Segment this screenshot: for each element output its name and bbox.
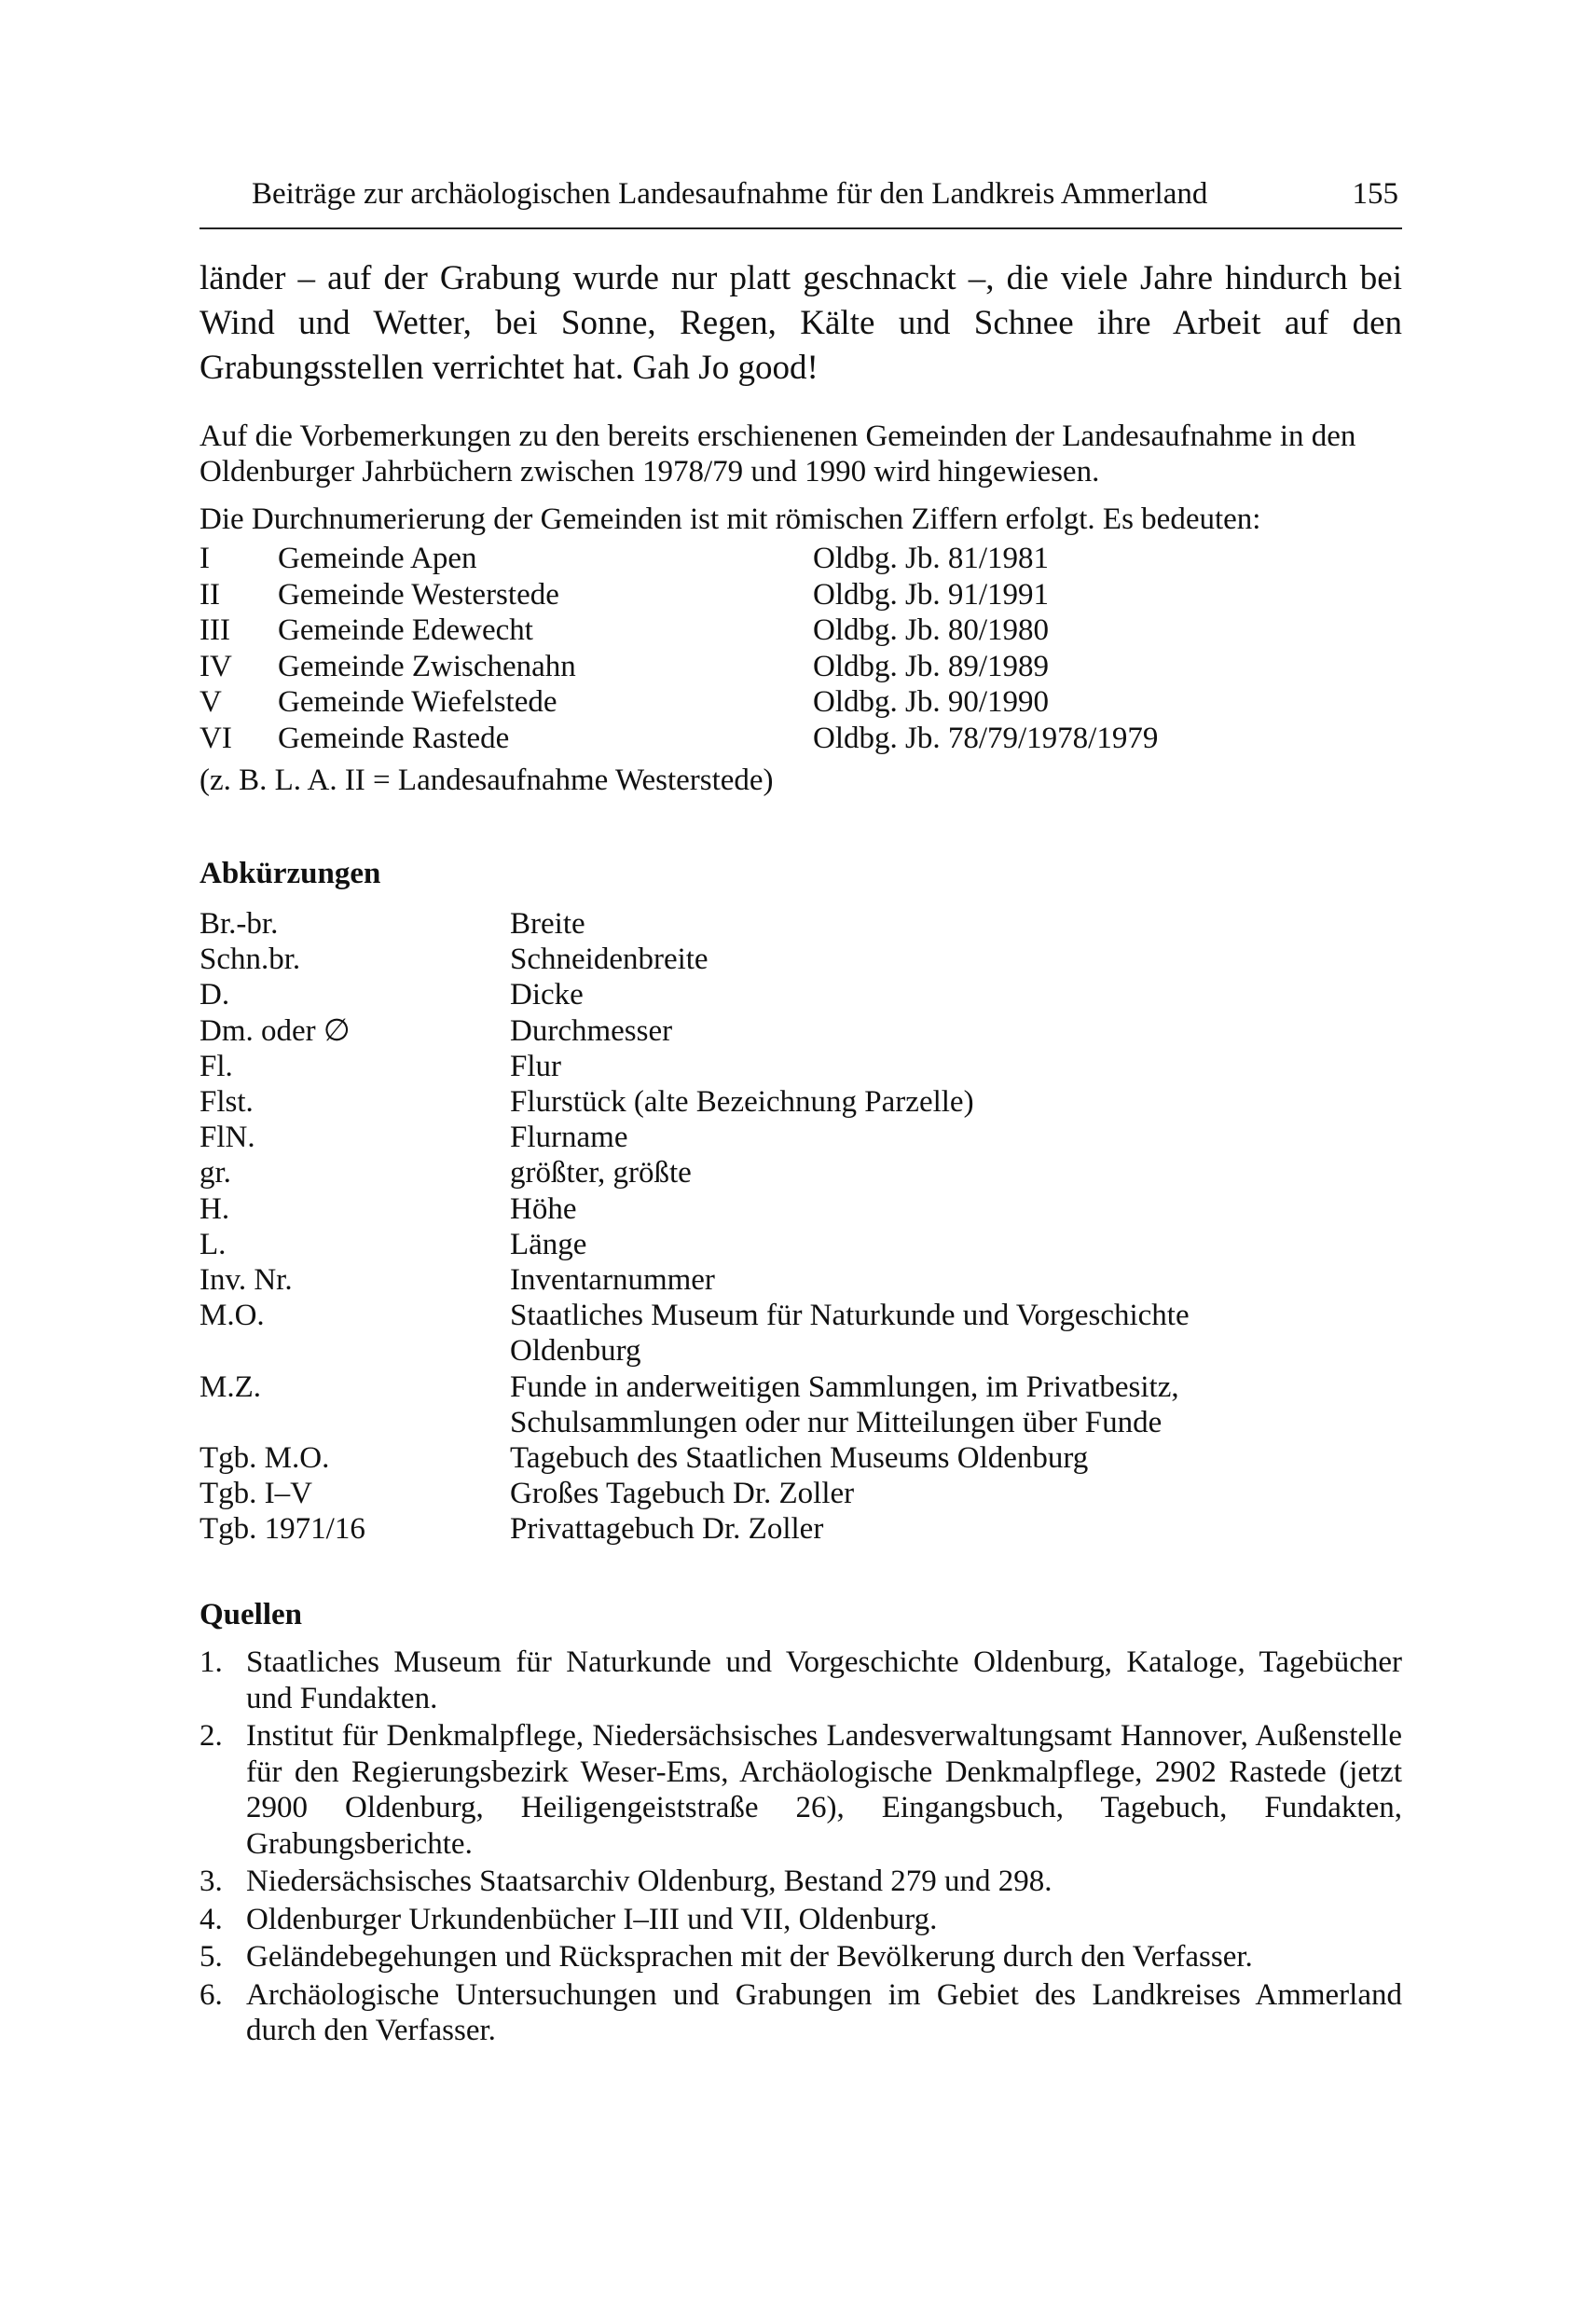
gemeinde-reference: Oldbg. Jb. 80/1980: [813, 613, 1050, 647]
table-row: [200, 612, 1225, 649]
abbreviation: FlN.: [200, 1121, 255, 1155]
abbreviation-definition: Inventarnummer: [510, 1263, 715, 1298]
abbreviation-definition: Privattagebuch Dr. Zoller: [510, 1512, 824, 1547]
abbreviation-definition: Großes Tagebuch Dr. Zoller: [510, 1477, 855, 1511]
table-row: [200, 577, 1225, 613]
abbreviation-definition: Durchmesser: [510, 1013, 673, 1048]
abbreviation: H.: [200, 1191, 230, 1226]
gemeinde-name: Gemeinde Wiefelstede: [278, 685, 557, 719]
abbreviation: gr.: [200, 1156, 231, 1190]
table-row: [200, 721, 1225, 757]
abbreviation: Flst.: [200, 1085, 254, 1120]
table-row: [200, 1262, 1402, 1298]
gemeinde-number: IV: [200, 649, 232, 683]
table-row: [200, 1227, 1402, 1262]
abbreviation: Tgb. M.O.: [200, 1441, 330, 1476]
table-row: [200, 684, 1225, 721]
gemeinde-name: Gemeinde Edewecht: [278, 613, 533, 647]
abbreviation: M.O.: [200, 1299, 265, 1333]
abbreviations-table: [200, 906, 1402, 1548]
table-row: [200, 1120, 1402, 1155]
gemeinde-name: Gemeinde Westerstede: [278, 577, 559, 612]
table-row: [200, 1049, 1402, 1084]
list-item: [200, 1645, 1402, 1716]
table-row: [200, 1084, 1402, 1120]
table-row: [200, 1476, 1402, 1511]
preliminary-note-text: Auf die Vorbemerkungen zu den bereits erschienenen Gemeinden der Landesaufnahme in den Oldenburger Jahrbüchern zwischen 1978/79 und 1990 wird hingewiesen.: [200, 420, 1356, 489]
gemeinde-reference: Oldbg. Jb. 89/1989: [813, 649, 1050, 683]
numbering-note: [200, 502, 1402, 537]
quellen-heading: Quellen: [200, 1598, 303, 1631]
abbreviation-definition: Flurstück (alte Bezeichnung Parzelle): [510, 1085, 974, 1120]
source-number: 3.: [200, 1865, 223, 1898]
abbreviation-definition: Staatliches Museum für Naturkunde und Vorgeschichte Oldenburg: [510, 1299, 1190, 1369]
source-number: 6.: [200, 1977, 223, 2012]
source-text: Niedersächsisches Staatsarchiv Oldenburg, Bestand 279 und 298.: [246, 1865, 1053, 1898]
list-item: [200, 1902, 1402, 1938]
source-text: Archäologische Untersuchungen und Grabungen im Gebiet des Landkreises Ammerland durch den Verfasser.: [246, 1977, 1402, 2047]
page-number: 155: [1352, 177, 1398, 211]
abbreviation: L.: [200, 1227, 227, 1261]
list-item: [200, 1864, 1402, 1900]
source-text: Oldenburger Urkundenbücher I–III und VII, Oldenburg.: [246, 1902, 938, 1936]
table-row: [200, 906, 1402, 942]
abbreviation-definition: Tagebuch des Staatlichen Museums Oldenburg: [510, 1441, 1089, 1476]
list-item: [200, 1977, 1402, 2049]
abbreviation: Br.-br.: [200, 907, 279, 941]
table-row: [200, 1440, 1402, 1476]
gemeinde-name: Gemeinde Rastede: [278, 721, 510, 755]
abbreviation-definition: größter, größte: [510, 1156, 692, 1190]
gemeinde-name: Gemeinde Apen: [278, 542, 477, 575]
running-title: Beiträge zur archäologischen Landesaufnahme für den Landkreis Ammerland: [252, 177, 1208, 211]
table-row: [200, 1298, 1402, 1369]
abbreviation: D.: [200, 978, 230, 1012]
abbreviation-definition: Breite: [510, 907, 585, 941]
gemeinde-reference: Oldbg. Jb. 91/1991: [813, 577, 1050, 612]
list-item: [200, 1939, 1402, 1975]
table-row: [200, 1191, 1402, 1227]
table-row: [200, 1369, 1402, 1440]
preliminary-note: [200, 419, 1402, 489]
abbreviation: Schn.br.: [200, 943, 301, 977]
source-text: Geländebegehungen und Rücksprachen mit der Bevölkerung durch den Verfasser.: [246, 1940, 1253, 1974]
abbreviation-definition: Länge: [510, 1227, 587, 1261]
abbreviation-definition: Flurname: [510, 1121, 628, 1155]
gemeinde-name: Gemeinde Zwischenahn: [278, 649, 576, 683]
gemeinde-number: I: [200, 542, 210, 575]
abbreviation: Tgb. 1971/16: [200, 1512, 365, 1547]
abbreviation-definition: Flur: [510, 1049, 562, 1083]
table-row: [200, 977, 1402, 1012]
abkuerzungen-heading: Abkürzungen: [200, 857, 381, 890]
table-row: [200, 1511, 1402, 1547]
header-rule: [200, 227, 1402, 229]
source-number: 5.: [200, 1940, 223, 1974]
gemeinde-reference: Oldbg. Jb. 90/1990: [813, 685, 1050, 719]
source-number: 2.: [200, 1719, 223, 1753]
source-number: 4.: [200, 1902, 223, 1936]
abbreviation-definition: Schneidenbreite: [510, 943, 709, 977]
table-row: [200, 541, 1225, 577]
abbreviation: M.Z.: [200, 1369, 261, 1404]
gemeinde-reference: Oldbg. Jb. 78/79/1978/1979: [813, 721, 1159, 755]
abbreviation: Tgb. I–V: [200, 1477, 312, 1511]
gemeinde-number: V: [200, 685, 222, 719]
table-row: [200, 1013, 1402, 1049]
table-row: [200, 1155, 1402, 1190]
gemeinde-number: II: [200, 577, 220, 612]
gemeinde-number: III: [200, 613, 230, 647]
example-note: (z. B. L. A. II = Landesaufnahme Westerstede): [200, 764, 774, 797]
abbreviation-definition: Funde in anderweitigen Sammlungen, im Privatbesitz, Schulsammlungen oder nur Mitteilungen über Funde: [510, 1369, 1179, 1439]
source-text: Institut für Denkmalpflege, Niedersächsisches Landesverwaltungsamt Hannover, Außenstelle für den Regierungsbezirk Weser-Ems, Archäologische Denkmalpflege, 2902 Rastede (jetzt 2900 Oldenburg, Heiligengeiststraße 26), Eingangsbuch, Tagebuch, Fundakten, Grabungsberichte.: [246, 1719, 1402, 1861]
intro-paragraph: länder – auf der Grabung wurde nur platt geschnackt –, die viele Jahre hindurch bei Wind und Wetter, bei Sonne, Regen, Kälte und Schnee ihre Arbeit auf den Grabungsstellen verrichtet hat. Gah Jo good!: [200, 259, 1402, 387]
abbreviation: Dm. oder ∅: [200, 1013, 351, 1048]
gemeinden-table: [200, 541, 1225, 756]
table-row: [200, 649, 1225, 685]
source-text: Staatliches Museum für Naturkunde und Vorgeschichte Oldenburg, Kataloge, Tagebücher und Fundakten.: [246, 1645, 1402, 1715]
numbering-note-text: Die Durchnumerierung der Gemeinden ist mit römischen Ziffern erfolgt. Es bedeuten:: [200, 502, 1261, 536]
list-item: [200, 1718, 1402, 1862]
abbreviation-definition: Höhe: [510, 1191, 577, 1226]
sources-list: [200, 1645, 1402, 2051]
abbreviation-definition: Dicke: [510, 978, 584, 1012]
gemeinde-reference: Oldbg. Jb. 81/1981: [813, 542, 1050, 575]
gemeinde-number: VI: [200, 721, 232, 755]
abbreviation: Fl.: [200, 1049, 233, 1083]
source-number: 1.: [200, 1645, 223, 1679]
table-row: [200, 942, 1402, 977]
abbreviation: Inv. Nr.: [200, 1263, 293, 1298]
